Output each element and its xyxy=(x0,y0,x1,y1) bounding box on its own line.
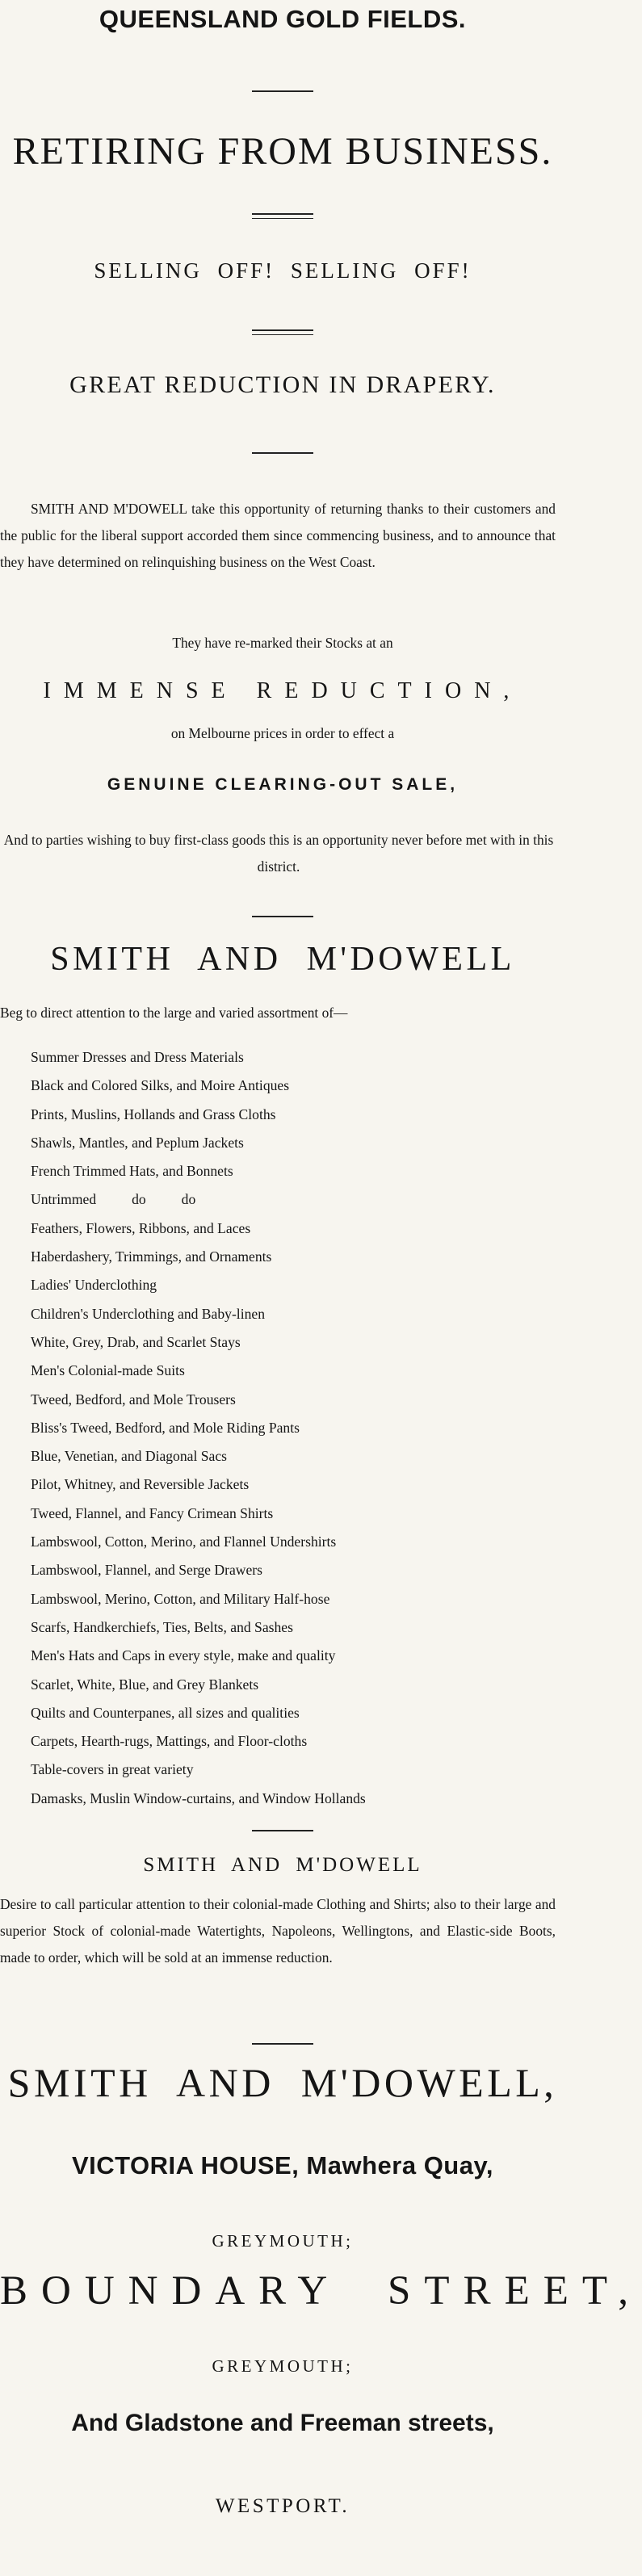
colonial-paragraph: Desire to call particular attention to their colonial-made Clothing and Shirts; also to their large and superior Stock of colonial-made Watertights, Napoleons, Wellingtons, and Elastic-side Boots, made to order, which will be sold at an immense reduction. xyxy=(0,1896,556,1966)
list-item: French Trimmed Hats, and Bonnets xyxy=(31,1163,233,1180)
list-item: Lambswool, Cotton, Merino, and Flannel Undershirts xyxy=(31,1533,337,1550)
divider xyxy=(252,329,313,335)
list-item: Feathers, Flowers, Ribbons, and Laces xyxy=(31,1219,251,1236)
list-item: Shawls, Mantles, and Peplum Jackets xyxy=(31,1134,244,1151)
list-item: Scarlet, White, Blue, and Grey Blankets xyxy=(31,1676,259,1693)
list-item: Pilot, Whitney, and Reversible Jackets xyxy=(31,1476,250,1493)
list-item: Bliss's Tweed, Bedford, and Mole Riding Pants xyxy=(31,1419,300,1436)
list-item: Carpets, Hearth-rugs, Mattings, and Floor-cloths xyxy=(31,1733,308,1750)
greymouth-line: GREYMOUTH; xyxy=(212,2356,354,2376)
list-item: Prints, Muslins, Hollands and Grass Cloths xyxy=(31,1105,276,1122)
divider xyxy=(252,1830,313,1831)
remarked-line: They have re-marked their Stocks at an xyxy=(172,635,393,651)
selling-heading: SELLING OFF! SELLING OFF! xyxy=(94,258,472,283)
section-heading: SMITH AND M'DOWELL xyxy=(50,941,515,978)
list-item: Scarfs, Handkerchiefs, Ties, Belts, and Sashes xyxy=(31,1618,293,1635)
goods-list xyxy=(31,1043,548,1813)
greymouth-line: GREYMOUTH; xyxy=(212,2231,354,2251)
list-item: Black and Colored Silks, and Moire Antiques xyxy=(31,1077,290,1094)
retiring-heading: RETIRING FROM BUSINESS. xyxy=(12,130,553,173)
boundary-street-address: BOUNDARY STREET, xyxy=(0,2268,642,2314)
melbourne-line: on Melbourne prices in order to effect a xyxy=(170,725,395,741)
list-item: Children's Underclothing and Baby-linen xyxy=(31,1305,265,1322)
divider xyxy=(252,2043,313,2045)
list-item: Lambswool, Flannel, and Serge Drawers xyxy=(31,1562,262,1579)
divider xyxy=(252,213,313,219)
list-item: Table-covers in great variety xyxy=(31,1761,194,1778)
section-heading: SMITH AND M'DOWELL xyxy=(143,1854,422,1876)
divider xyxy=(252,452,313,454)
divider xyxy=(252,916,313,917)
list-item: Haberdashery, Trimmings, and Ornaments xyxy=(31,1248,272,1265)
gladstone-address: And Gladstone and Freeman streets, xyxy=(71,2410,494,2436)
assortment-lead: Beg to direct attention to the large and varied assortment of— xyxy=(0,1005,348,1021)
immense-reduction: IMMENSE REDUCTION, xyxy=(43,678,522,703)
list-item: Blue, Venetian, and Diagonal Sacs xyxy=(31,1448,227,1465)
list-item: White, Grey, Drab, and Scarlet Stays xyxy=(31,1333,241,1350)
intro-paragraph: SMITH AND M'DOWELL take this opportunity of returning thanks to their customers and the public for the liberal support accorded them since commencing business, and to announce that they have determined on relinquishing business on the West Coast. xyxy=(0,501,556,570)
clearing-sale-heading: GENUINE CLEARING-OUT SALE, xyxy=(107,775,459,794)
list-item: Untrimmed do do xyxy=(31,1191,196,1208)
list-item: Summer Dresses and Dress Materials xyxy=(31,1049,244,1065)
list-item: Lambswool, Merino, Cotton, and Military Half-hose xyxy=(31,1590,330,1607)
page-title: QUEENSLAND GOLD FIELDS. xyxy=(99,5,467,33)
list-item: Quilts and Counterpanes, all sizes and qualities xyxy=(31,1704,300,1721)
drapery-heading: GREAT REDUCTION IN DRAPERY. xyxy=(69,371,496,398)
list-item: Damasks, Muslin Window-curtains, and Window Hollands xyxy=(31,1789,366,1806)
parties-paragraph: And to parties wishing to buy first-class goods this is an opportunity never before met with in this district. xyxy=(3,832,554,875)
firm-name: SMITH AND M'DOWELL, xyxy=(7,2060,558,2105)
list-item: Men's Colonial-made Suits xyxy=(31,1362,185,1379)
westport-line: WESTPORT. xyxy=(215,2495,350,2517)
list-item: Men's Hats and Caps in every style, make and quality xyxy=(31,1647,336,1664)
list-item: Tweed, Flannel, and Fancy Crimean Shirts xyxy=(31,1504,274,1521)
list-item: Tweed, Bedford, and Mole Trousers xyxy=(31,1391,236,1408)
divider xyxy=(252,90,313,92)
victoria-house-address: VICTORIA HOUSE, Mawhera Quay, xyxy=(71,2151,494,2180)
list-item: Ladies' Underclothing xyxy=(31,1277,157,1294)
